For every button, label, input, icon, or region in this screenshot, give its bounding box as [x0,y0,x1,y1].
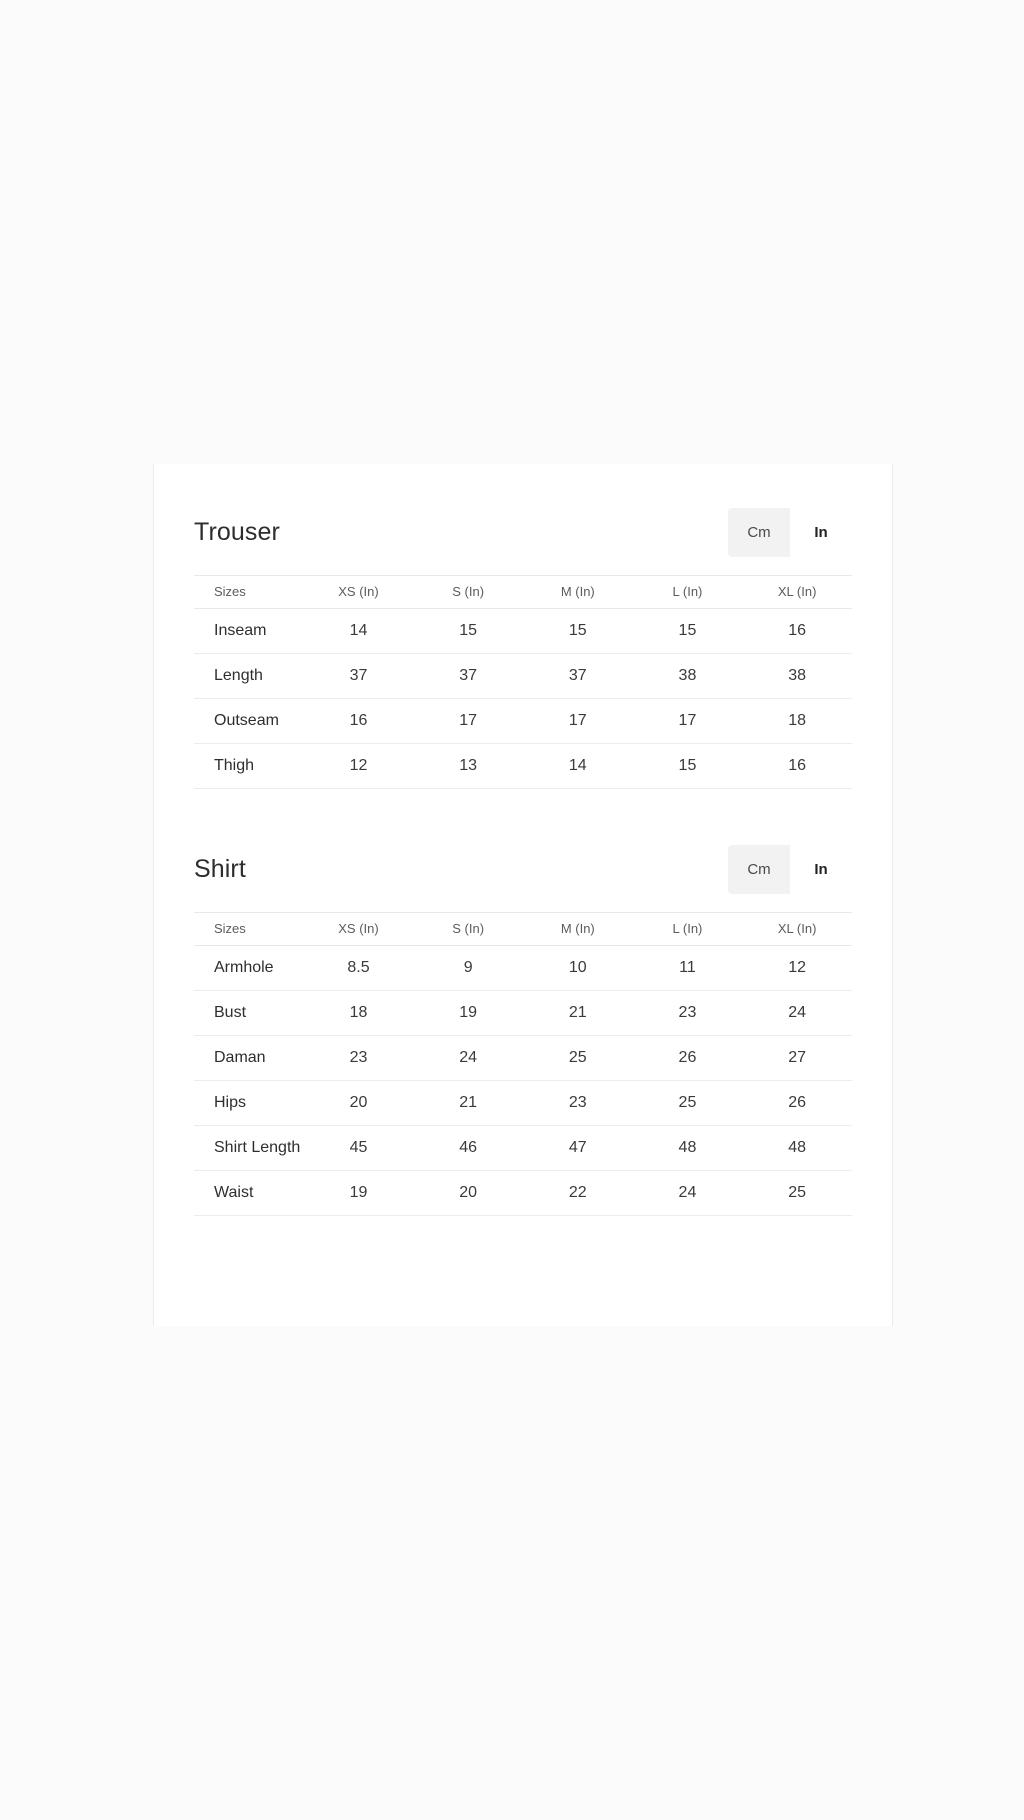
cell-xl: 24 [742,991,852,1036]
size-table-head-trouser [194,576,852,609]
cell-m: 22 [523,1171,633,1216]
cell-xl: 48 [742,1126,852,1171]
cell-s: 46 [413,1126,523,1171]
cell-l: 17 [633,699,743,744]
cell-m: 21 [523,991,633,1036]
table-row [194,946,852,991]
row-label: Thigh [194,744,304,789]
cell-s: 24 [413,1036,523,1081]
cell-xs: 14 [304,609,414,654]
cell-s: 19 [413,991,523,1036]
row-label: Waist [194,1171,304,1216]
cell-m: 23 [523,1081,633,1126]
column-header-m: M (In) [523,576,633,609]
cell-xl: 18 [742,699,852,744]
row-label: Length [194,654,304,699]
row-label: Shirt Length [194,1126,304,1171]
column-header-xl: XL (In) [742,913,852,946]
size-chart-content [154,464,892,1316]
cell-l: 23 [633,991,743,1036]
size-chart-panel [153,464,893,1326]
cell-xl: 38 [742,654,852,699]
cell-l: 38 [633,654,743,699]
row-label: Bust [194,991,304,1036]
cell-xs: 23 [304,1036,414,1081]
cell-l: 11 [633,946,743,991]
cell-s: 37 [413,654,523,699]
page-title-shirt: Shirt [194,854,246,883]
cell-l: 26 [633,1036,743,1081]
table-row [194,744,852,789]
unit-button-in-shirt[interactable]: In [790,845,852,894]
row-label: Inseam [194,609,304,654]
cell-l: 25 [633,1081,743,1126]
cell-s: 21 [413,1081,523,1126]
cell-m: 25 [523,1036,633,1081]
cell-xl: 16 [742,609,852,654]
column-header-s: S (In) [413,913,523,946]
size-table-body-trouser [194,609,852,789]
cell-s: 17 [413,699,523,744]
column-header-l: L (In) [633,913,743,946]
table-row [194,1036,852,1081]
table-row [194,991,852,1036]
cell-m: 17 [523,699,633,744]
table-row [194,1171,852,1216]
row-label: Daman [194,1036,304,1081]
unit-button-in-trouser[interactable]: In [790,508,852,557]
unit-toggle-trouser[interactable] [728,508,852,557]
table-row [194,699,852,744]
column-header-l: L (In) [633,576,743,609]
row-label: Hips [194,1081,304,1126]
section-divider-spacer [194,799,852,829]
cell-xs: 45 [304,1126,414,1171]
cell-xs: 8.5 [304,946,414,991]
column-header-xl: XL (In) [742,576,852,609]
column-header-sizes: Sizes [194,576,304,609]
column-header-m: M (In) [523,913,633,946]
cell-m: 14 [523,744,633,789]
table-row [194,654,852,699]
cell-xs: 12 [304,744,414,789]
cell-m: 37 [523,654,633,699]
row-label: Armhole [194,946,304,991]
cell-m: 10 [523,946,633,991]
cell-l: 48 [633,1126,743,1171]
cell-l: 24 [633,1171,743,1216]
cell-xl: 26 [742,1081,852,1126]
cell-xs: 18 [304,991,414,1036]
table-row [194,609,852,654]
panel-bottom-space [194,1226,852,1316]
column-header-s: S (In) [413,576,523,609]
size-table-head-shirt [194,913,852,946]
size-table-shirt [194,912,852,1216]
section-header-shirt [194,829,852,912]
row-label: Outseam [194,699,304,744]
unit-toggle-shirt[interactable] [728,845,852,894]
cell-xs: 20 [304,1081,414,1126]
cell-xs: 37 [304,654,414,699]
size-table-trouser [194,575,852,789]
section-header-trouser [194,492,852,575]
cell-m: 47 [523,1126,633,1171]
table-row [194,1126,852,1171]
column-header-xs: XS (In) [304,576,414,609]
cell-s: 15 [413,609,523,654]
cell-xl: 25 [742,1171,852,1216]
unit-button-cm-trouser[interactable]: Cm [728,508,790,557]
table-row [194,1081,852,1126]
cell-s: 13 [413,744,523,789]
cell-xl: 27 [742,1036,852,1081]
cell-s: 20 [413,1171,523,1216]
size-section-trouser [194,492,852,789]
column-header-sizes: Sizes [194,913,304,946]
page-title-trouser: Trouser [194,517,280,546]
table-header-row [194,913,852,946]
cell-l: 15 [633,609,743,654]
cell-xs: 19 [304,1171,414,1216]
table-header-row [194,576,852,609]
cell-xl: 12 [742,946,852,991]
column-header-xs: XS (In) [304,913,414,946]
cell-s: 9 [413,946,523,991]
cell-m: 15 [523,609,633,654]
size-section-shirt [194,829,852,1216]
cell-xs: 16 [304,699,414,744]
cell-l: 15 [633,744,743,789]
cell-xl: 16 [742,744,852,789]
unit-button-cm-shirt[interactable]: Cm [728,845,790,894]
size-table-body-shirt [194,946,852,1216]
